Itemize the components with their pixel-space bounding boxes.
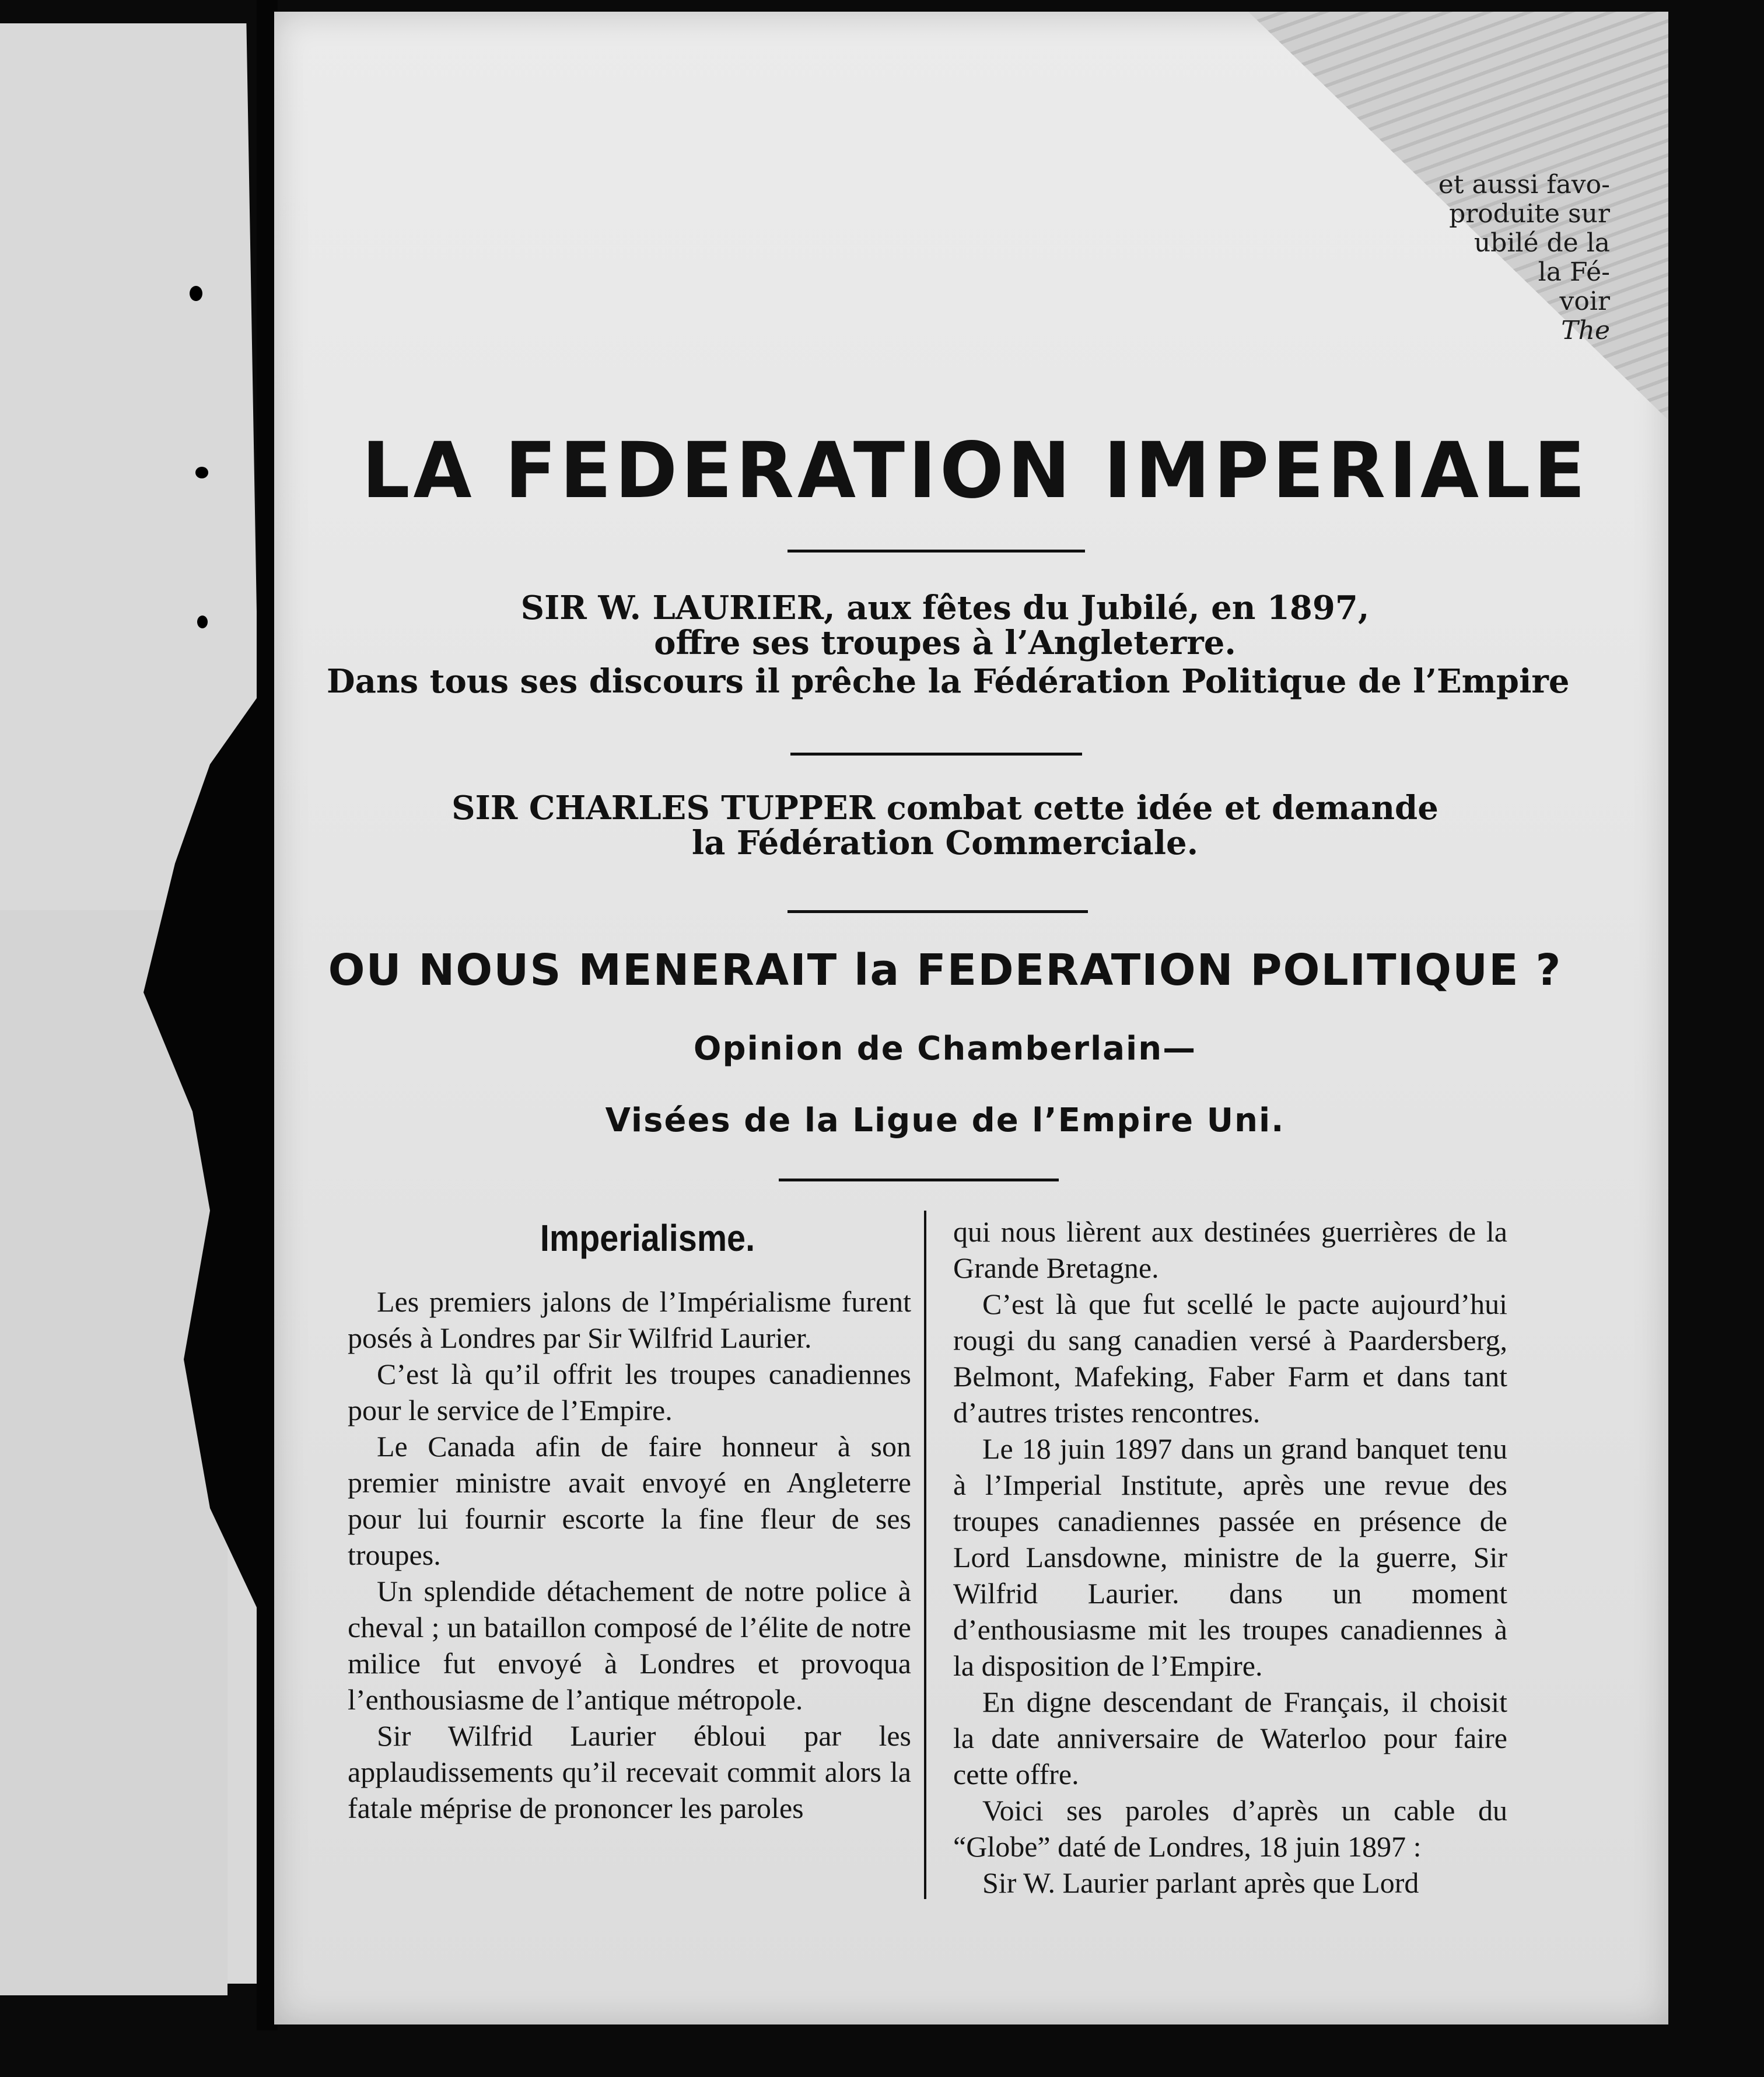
tupper-line-2: la Fédération Commerciale. — [691, 824, 1199, 862]
section-rule — [779, 1179, 1059, 1181]
paragraph: Le Canada afin de faire honneur à son premier ministre avait envoyé en Angleterre pour lui fournir escorte la fine fleur de ses troupes. — [348, 1430, 911, 1571]
paragraph: C’est là que fut scellé le pacte aujourd’hui rougi du sang canadien versé à Paardersberg, Belmont, Mafeking, Faber Farm et dans tant d’autres tristes rencontres. — [953, 1288, 1507, 1429]
corner-line: voir — [1559, 287, 1610, 316]
scan-speck — [195, 467, 208, 478]
corner-line: et aussi favo- — [1438, 170, 1610, 200]
corner-line: ubilé de la — [1474, 229, 1610, 258]
paragraph: En digne descendant de Français, il choisit la date anniversaire de Waterloo pour faire cette offre. — [953, 1686, 1507, 1791]
laurier-statement — [327, 589, 1570, 701]
tupper-statement — [327, 791, 1563, 861]
paragraph: Sir W. Laurier parlant après que Lord — [982, 1866, 1419, 1899]
paragraph: Le 18 juin 1897 dans un grand banquet tenu à l’Imperial Institute, après une revue des troupes canadiennes passée en présence de Lord Lansdowne, ministre de la guerre, Sir Wilfrid Laurier. dans un moment d’enthousiasme mit les troupes canadiennes à la disposition de l’Empire. — [953, 1432, 1507, 1682]
laurier-line-3: Dans tous ses discours il prêche la Fédération Politique de l’Empire — [327, 662, 1570, 701]
corner-line: la Fé- — [1538, 258, 1610, 287]
section-rule — [788, 910, 1088, 913]
paragraph: qui nous lièrent aux destinées guerrières de la Grande Bretagne. — [953, 1215, 1507, 1284]
paragraph: C’est là qu’il offrit les troupes canadiennes pour le service de l’Empire. — [348, 1358, 911, 1426]
scan-speck — [197, 616, 208, 628]
left-column — [348, 1284, 911, 1826]
corner-line: produite sur — [1449, 200, 1610, 229]
corner-line: The — [1561, 316, 1610, 345]
column-divider — [924, 1211, 926, 1899]
section-rule — [790, 753, 1082, 756]
laurier-line-1: SIR W. LAURIER, aux fêtes du Jubilé, en 1897, — [520, 589, 1370, 627]
tupper-line-1: SIR CHARLES TUPPER combat cette idée et demande — [452, 789, 1438, 827]
subhead-ligue: Visées de la Ligue de l’Empire Uni. — [605, 1102, 1285, 1139]
page-title: LA FEDERATION IMPERIALE — [362, 426, 1589, 516]
paragraph: Sir Wilfrid Laurier ébloui par les applaudissements qu’il recevait commit alors la fatale méprise de prononcer les paroles — [348, 1719, 911, 1824]
corner-text-fragment — [1400, 170, 1610, 345]
laurier-line-2: offre ses troupes à l’Angleterre. — [654, 624, 1236, 662]
scan-speck — [190, 286, 202, 301]
right-column — [953, 1214, 1507, 1901]
title-rule — [788, 550, 1085, 553]
section-title: Imperialisme. — [540, 1217, 755, 1259]
paragraph: Les premiers jalons de l’Impérialisme furent posés à Londres par Sir Wilfrid Laurier. — [348, 1285, 911, 1354]
paragraph: Un splendide détachement de notre police à cheval ; un bataillon composé de l’élite de notre milice fut envoyé à Londres et provoqua l’enthousiasme de l’antique métropole. — [348, 1575, 911, 1716]
subhead-chamberlain: Opinion de Chamberlain— — [693, 1030, 1197, 1068]
paragraph: Voici ses paroles d’après un cable du “Globe” daté de Londres, 18 juin 1897 : — [953, 1794, 1507, 1863]
main-question: OU NOUS MENERAIT la FEDERATION POLITIQUE ? — [328, 945, 1562, 995]
